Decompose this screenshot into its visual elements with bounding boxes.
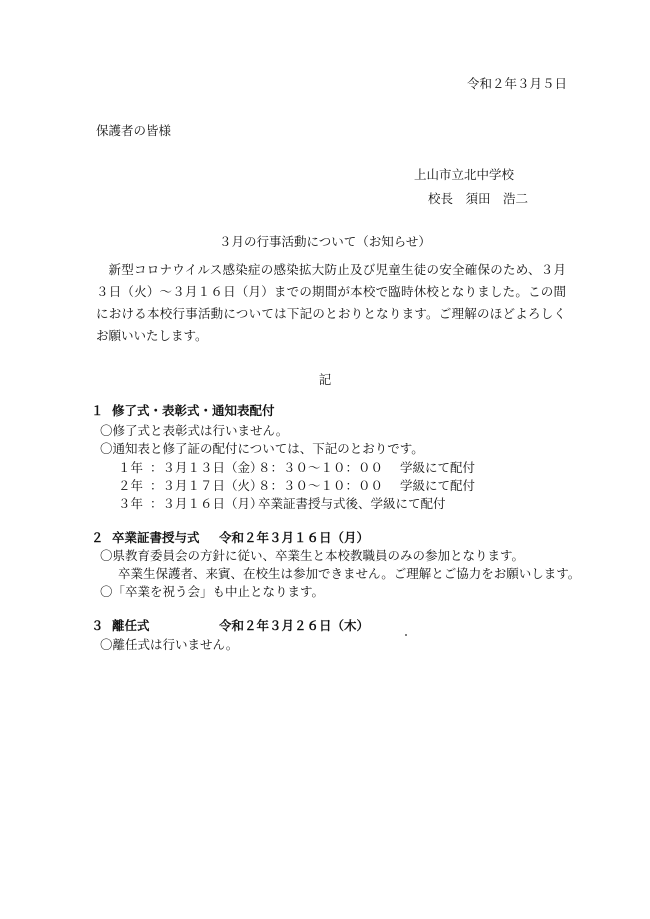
- schedule-grade-1: １年: [118, 460, 144, 475]
- section-2-heading: 卒業証書授与式: [112, 530, 200, 545]
- schedule-note-1: 学級にて配付: [400, 460, 476, 475]
- section-2-line-3: 〇「卒業を祝う会」も中止となります。: [100, 584, 325, 599]
- section-1-line-2: 〇通知表と修了証の配付については、下記のとおりです。: [100, 441, 424, 456]
- section-2-line-2: 卒業生保護者、来賓、在校生は参加できません。ご理解とご協力をお願いします。: [118, 566, 581, 581]
- schedule-date-1: ：３月１３日（金）: [150, 460, 263, 475]
- schedule-time-1: ８：３０～１０：００: [258, 460, 384, 475]
- section-1-line-1: 〇修了式と表彰式は行いません。: [100, 423, 289, 438]
- section-3-line-1: 〇離任式は行いません。: [100, 637, 239, 652]
- principal-name: 校長 須田 浩二: [428, 191, 529, 206]
- schedule-grade-3: ３年: [118, 496, 144, 511]
- issue-date: 令和２年３月５日: [467, 76, 568, 91]
- section-3-number: ３: [91, 618, 104, 633]
- section-1-number: １: [91, 403, 104, 418]
- notice-title: ３月の行事活動について（お知らせ）: [219, 234, 431, 249]
- section-3-heading: 離任式: [112, 618, 150, 633]
- schedule-date-3: ：３月１６日（月）: [150, 496, 263, 511]
- section-1-heading: 修了式・表彰式・通知表配付: [112, 403, 275, 418]
- school-name: 上山市立北中学校: [414, 167, 515, 182]
- body-paragraph: 新型コロナウイルス感染症の感染拡大防止及び児童生徒の安全確保のため、３月３日（火）～３月１６日（月）までの期間が本校で臨時休校となりました。この間における本校行事活動については下記のとおりとなります。ご理解のほどよろしくお願いいたします。: [96, 262, 566, 343]
- section-3-date: 令和２年３月２６日（木）: [219, 618, 370, 633]
- speck-mark: [405, 634, 407, 636]
- schedule-time-2: ８：３０～１０：００: [258, 478, 384, 493]
- schedule-note-2: 学級にて配付: [400, 478, 476, 493]
- schedule-date-2: ：３月１７日（火）: [150, 478, 263, 493]
- addressee: 保護者の皆様: [96, 123, 172, 138]
- section-2-date: 令和２年３月１６日（月）: [219, 530, 370, 545]
- section-2-line-1: 〇県教育委員会の方針に従い、卒業生と本校教職員のみの参加となります。: [100, 548, 525, 563]
- ki-heading: 記: [318, 372, 332, 387]
- schedule-grade-2: ２年: [118, 478, 144, 493]
- section-2-number: ２: [91, 530, 104, 545]
- schedule-time-3: 卒業証書授与式後、学級にて配付: [258, 496, 446, 511]
